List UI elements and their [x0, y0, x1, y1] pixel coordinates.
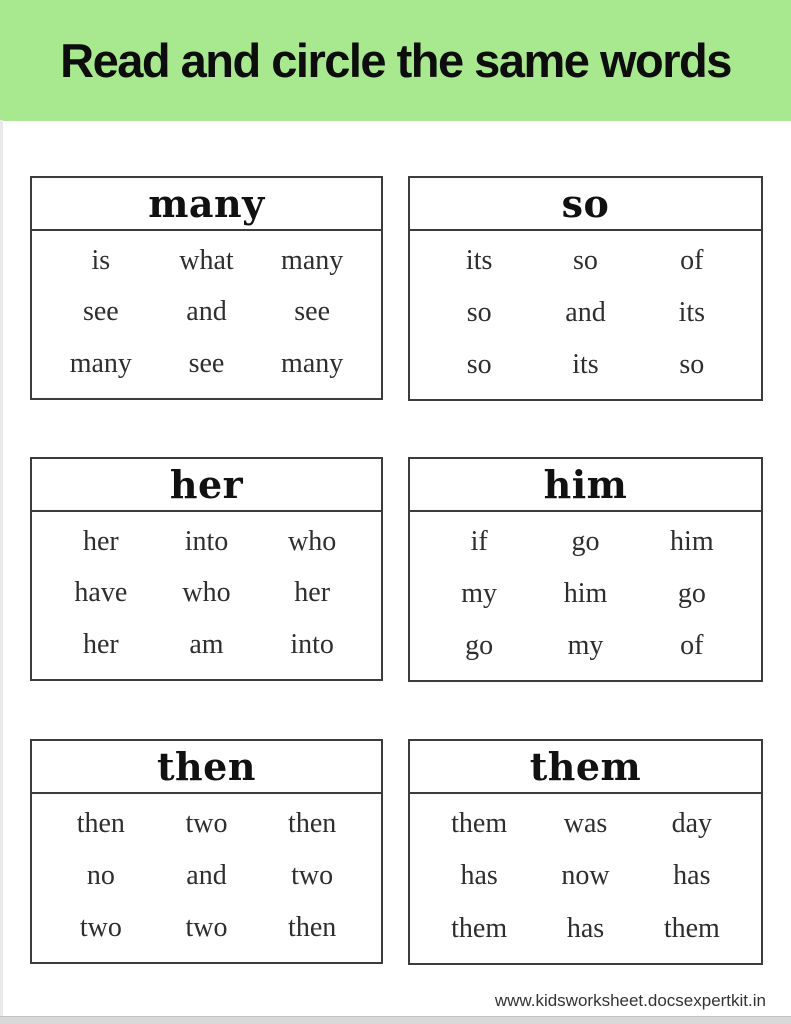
- word-cell: now: [561, 860, 610, 892]
- page-edge-line: [0, 120, 3, 1016]
- word-cell: many: [281, 348, 344, 380]
- word-cell: has: [673, 860, 711, 892]
- word-cell: into: [184, 525, 229, 557]
- word-cell: see: [82, 296, 119, 328]
- word-cell: then: [288, 808, 337, 839]
- word-cell: two: [185, 912, 228, 943]
- word-cell: him: [563, 578, 608, 609]
- word-grid: [410, 231, 761, 399]
- word-cell: if: [470, 526, 488, 557]
- page-title: Read and circle the same words: [60, 34, 731, 87]
- word-cell: go: [677, 578, 706, 609]
- word-box-then: [30, 739, 383, 964]
- word-cell: so: [466, 297, 492, 328]
- target-word: then: [32, 741, 381, 794]
- word-cell: what: [179, 244, 234, 276]
- word-cell: has: [566, 912, 605, 944]
- word-box-so: [408, 176, 763, 401]
- word-cell: them: [451, 912, 508, 944]
- target-word: her: [32, 459, 381, 512]
- target-word: so: [410, 178, 761, 231]
- word-box-him: [408, 457, 763, 682]
- word-cell: was: [563, 808, 608, 840]
- title-banner: [0, 0, 791, 121]
- word-cell: two: [79, 912, 122, 943]
- word-cell: and: [186, 296, 227, 328]
- word-cell: her: [82, 629, 119, 661]
- word-cell: so: [466, 349, 492, 380]
- word-cell: two: [291, 860, 334, 891]
- word-cell: has: [460, 860, 498, 892]
- word-cell: two: [185, 808, 228, 839]
- word-cell: its: [572, 349, 599, 380]
- word-cell: and: [186, 860, 227, 891]
- word-cell: then: [76, 808, 125, 839]
- word-grid: [32, 794, 381, 962]
- word-cell: my: [567, 630, 604, 661]
- word-cell: so: [573, 245, 598, 276]
- word-cell: its: [678, 297, 706, 328]
- word-box-her: [30, 457, 383, 681]
- website-url: www.kidsworksheet.docsexpertkit.in: [494, 991, 766, 1010]
- word-cell: her: [294, 577, 331, 609]
- word-cell: her: [82, 525, 119, 557]
- word-cell: many: [69, 348, 132, 380]
- word-cell: of: [680, 630, 704, 661]
- word-cell: them: [451, 808, 508, 840]
- word-cell: into: [290, 629, 334, 661]
- word-cell: then: [288, 912, 337, 943]
- word-cell: have: [74, 577, 128, 609]
- word-grid: [410, 794, 761, 963]
- word-cell: see: [188, 348, 225, 380]
- word-cell: go: [465, 630, 494, 661]
- word-cell: am: [189, 629, 224, 661]
- word-cell: who: [182, 577, 231, 609]
- word-cell: go: [571, 526, 600, 557]
- word-cell: see: [294, 296, 331, 328]
- word-cell: its: [465, 245, 493, 276]
- word-cell: day: [671, 808, 713, 840]
- word-cell: of: [680, 245, 704, 276]
- target-word: him: [410, 459, 761, 512]
- word-cell: is: [91, 244, 111, 276]
- word-grid: [410, 512, 761, 680]
- word-cell: so: [679, 349, 705, 380]
- target-word: them: [410, 741, 761, 794]
- word-cell: who: [288, 525, 337, 557]
- word-box-them: [408, 739, 763, 965]
- word-cell: and: [565, 297, 606, 328]
- word-cell: them: [663, 912, 720, 944]
- word-grid: [32, 512, 381, 679]
- footer-bar: [0, 1016, 791, 1024]
- word-cell: him: [670, 526, 714, 557]
- word-cell: many: [281, 244, 344, 276]
- word-box-many: [30, 176, 383, 400]
- word-cell: my: [461, 578, 498, 609]
- target-word: many: [32, 178, 381, 231]
- word-cell: no: [86, 860, 115, 891]
- word-grid: [32, 231, 381, 398]
